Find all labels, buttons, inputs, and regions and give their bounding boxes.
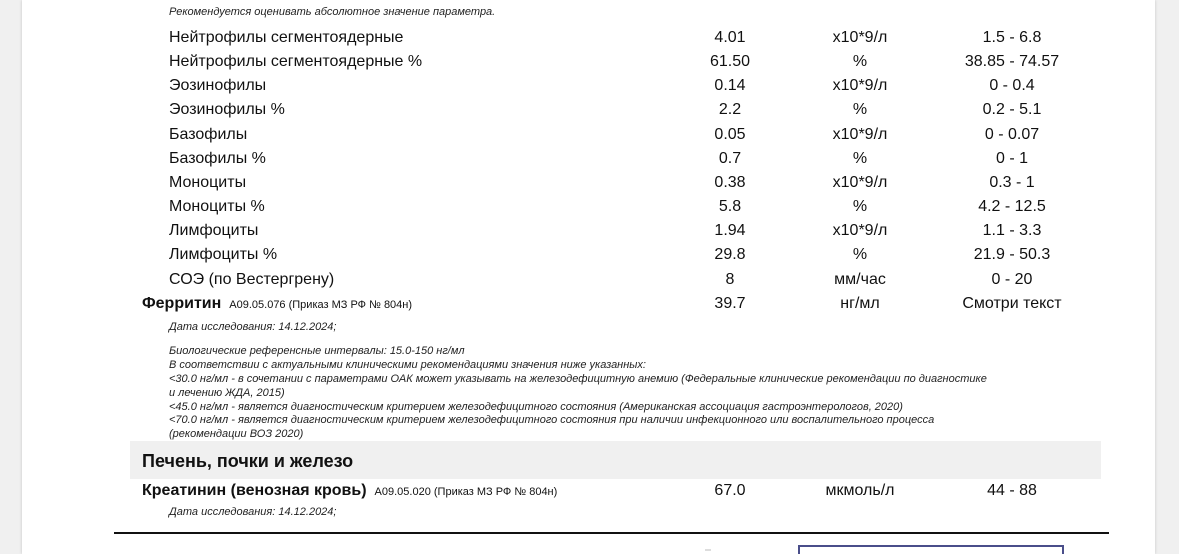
- test-reference: 0.2 - 5.1: [982, 101, 1042, 118]
- test-value: 0.38: [714, 174, 746, 191]
- test-unit: %: [852, 246, 868, 263]
- bottom-divider: [114, 532, 1109, 534]
- result-row: [22, 99, 1155, 123]
- ferritin-reference: Смотри текст: [962, 295, 1062, 312]
- decorative-mark: [705, 549, 711, 551]
- test-unit: %: [852, 101, 868, 118]
- top-note: Рекомендуется оценивать абсолютное значение параметра.: [169, 6, 496, 18]
- test-unit: %: [852, 150, 868, 167]
- test-reference: 0 - 0.4: [989, 77, 1035, 94]
- test-value: 4.01: [714, 29, 746, 46]
- ferritin-row: [22, 293, 1155, 317]
- test-value: 29.8: [714, 246, 746, 263]
- ferritin-title: [142, 295, 412, 313]
- test-unit: мм/час: [834, 271, 886, 288]
- section-header: [130, 441, 1101, 479]
- stamp-box: [798, 545, 1064, 554]
- test-name: Эозинофилы %: [169, 101, 285, 118]
- creatinine-reference: 44 - 88: [987, 482, 1037, 499]
- ferritin-unit: нг/мл: [840, 295, 880, 312]
- test-unit: x10*9/л: [832, 29, 888, 46]
- test-value: 8: [725, 271, 735, 288]
- creatinine-value: 67.0: [714, 482, 746, 499]
- test-reference: 1.5 - 6.8: [982, 29, 1042, 46]
- test-name: Базофилы: [169, 126, 248, 143]
- test-name: СОЭ (по Вестергрену): [169, 271, 335, 288]
- creatinine-unit: мкмоль/л: [825, 482, 895, 499]
- test-name: Лимфоциты: [169, 222, 259, 239]
- test-reference: 0.3 - 1: [989, 174, 1035, 191]
- test-name: Нейтрофилы сегментоядерные %: [169, 53, 423, 70]
- test-reference: 0 - 20: [991, 271, 1033, 288]
- creatinine-name: Креатинин (венозная кровь): [142, 482, 367, 499]
- creatinine-row: [22, 480, 1155, 504]
- test-value: 0.14: [714, 77, 746, 94]
- ferritin-comment-line: <70.0 нг/мл - является диагностическим критерием железодефицитного состояния при наличии инфекционного или воспалительного процесса: [169, 414, 935, 426]
- test-value: 0.7: [718, 150, 742, 167]
- ferritin-comment-line: В соответствии с актуальными клиническими рекомендациями значения ниже указанных:: [169, 359, 646, 371]
- test-value: 5.8: [718, 198, 742, 215]
- result-row: [22, 75, 1155, 99]
- test-value: 0.05: [714, 126, 746, 143]
- test-value: 61.50: [709, 53, 751, 70]
- test-name: Нейтрофилы сегментоядерные: [169, 29, 404, 46]
- ferritin-comment-line: Биологические референсные интервалы: 15.0-150 нг/мл: [169, 345, 465, 357]
- test-name: Моноциты %: [169, 198, 265, 215]
- ferritin-comment-line: <45.0 нг/мл - является диагностическим критерием железодефицитного состояния (Американская ассоциация гастроэнтерологов, 2020): [169, 401, 903, 413]
- ferritin-comment-line: <30.0 нг/мл - в сочетании с параметрами ОАК может указывать на железодефицитную анемию (Федеральные клинические рекомендации по диагностике: [169, 373, 987, 385]
- test-unit: x10*9/л: [832, 126, 888, 143]
- result-row: [22, 51, 1155, 75]
- creatinine-code: A09.05.020 (Приказ МЗ РФ № 804н): [374, 486, 558, 498]
- test-unit: %: [852, 198, 868, 215]
- report-page: [22, 0, 1155, 554]
- result-row: [22, 269, 1155, 293]
- result-row: [22, 220, 1155, 244]
- ferritin-comment-line: и лечению ЖДА, 2015): [169, 387, 285, 399]
- test-reference: 1.1 - 3.3: [982, 222, 1042, 239]
- section-title: Печень, почки и железо: [142, 451, 354, 471]
- test-name: Моноциты: [169, 174, 247, 191]
- result-row: [22, 124, 1155, 148]
- result-row: [22, 244, 1155, 268]
- test-unit: x10*9/л: [832, 222, 888, 239]
- test-unit: x10*9/л: [832, 174, 888, 191]
- ferritin-code: A09.05.076 (Приказ МЗ РФ № 804н): [229, 299, 413, 311]
- test-reference: 38.85 - 74.57: [964, 53, 1060, 70]
- result-row: [22, 172, 1155, 196]
- test-reference: 4.2 - 12.5: [978, 198, 1046, 215]
- test-name: Базофилы %: [169, 150, 266, 167]
- test-name: Лимфоциты %: [169, 246, 278, 263]
- result-row: [22, 196, 1155, 220]
- result-row: [22, 148, 1155, 172]
- ferritin-date: Дата исследования: 14.12.2024;: [169, 321, 337, 333]
- test-reference: 0 - 0.07: [984, 126, 1040, 143]
- test-reference: 0 - 1: [995, 150, 1028, 167]
- ferritin-value: 39.7: [714, 295, 746, 312]
- test-unit: %: [852, 53, 868, 70]
- test-name: Эозинофилы: [169, 77, 267, 94]
- test-reference: 21.9 - 50.3: [973, 246, 1051, 263]
- test-unit: x10*9/л: [832, 77, 888, 94]
- ferritin-comment-line: (рекомендации ВОЗ 2020): [169, 428, 304, 440]
- creatinine-title: [142, 482, 557, 500]
- creatinine-date: Дата исследования: 14.12.2024;: [169, 506, 337, 518]
- result-row: [22, 27, 1155, 51]
- ferritin-name: Ферритин: [142, 295, 222, 312]
- test-value: 1.94: [714, 222, 746, 239]
- test-value: 2.2: [718, 101, 742, 118]
